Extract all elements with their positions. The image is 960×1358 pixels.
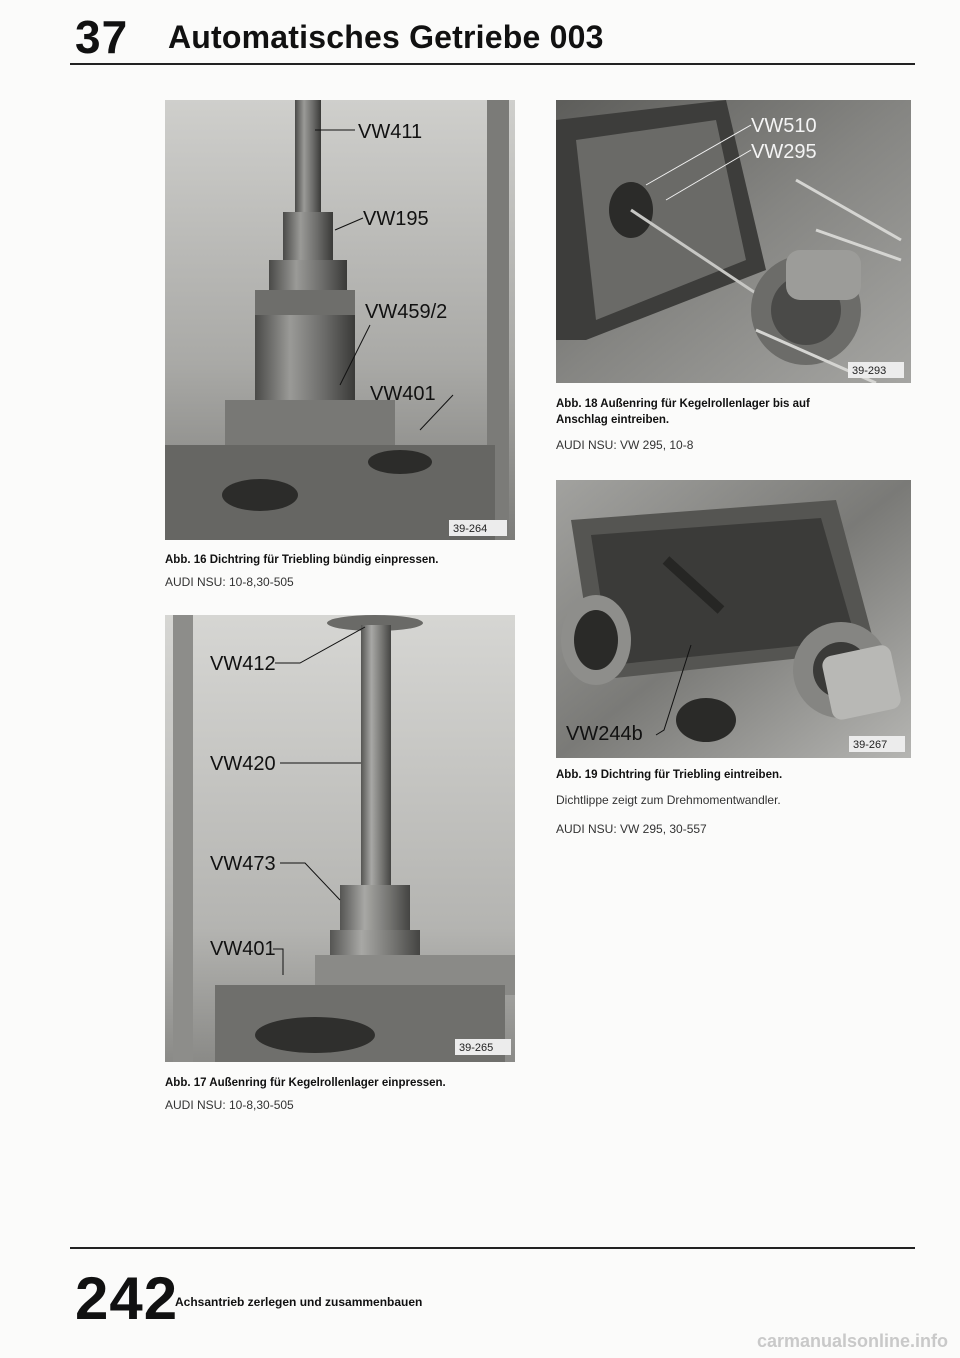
- figure-17-label-vw412: VW412: [210, 653, 276, 675]
- page-number: 242: [75, 1265, 179, 1332]
- figure-17-label-vw473: VW473: [210, 853, 276, 875]
- figure-17-label-vw401: VW401: [210, 938, 276, 960]
- figure-18-ref: 39-293: [852, 365, 887, 377]
- figure-16-photo: [165, 100, 515, 540]
- figure-16-label-vw401: VW401: [370, 383, 436, 405]
- figure-16-label-vw459: VW459/2: [365, 301, 448, 323]
- figure-17-photo: [165, 615, 515, 1062]
- footer-rule: [70, 1247, 915, 1249]
- header-rule: [70, 63, 915, 65]
- figure-19-label-vw244b: VW244b: [566, 723, 643, 745]
- figure-19-note: Dichtlippe zeigt zum Drehmomentwandler.: [556, 793, 781, 807]
- figure-17-tools: AUDI NSU: 10-8,30-505: [165, 1098, 294, 1112]
- figure-16-label-vw411: VW411: [358, 121, 423, 143]
- figure-17-caption: Abb. 17 Außenring für Kegelrollenlager einpressen.: [165, 1077, 446, 1089]
- figure-19-ref: 39-267: [853, 739, 888, 751]
- figure-18-tools: AUDI NSU: VW 295, 10-8: [556, 438, 694, 452]
- chapter-number: 37: [75, 11, 129, 63]
- section-title: Achsantrieb zerlegen und zusammenbauen: [175, 1295, 423, 1309]
- figure-16-caption: Abb. 16 Dichtring für Triebling bündig einpressen.: [165, 554, 439, 566]
- chapter-title: Automatisches Getriebe 003: [168, 19, 604, 55]
- figure-18-caption-line2: Anschlag eintreiben.: [556, 414, 670, 426]
- figure-19-tools: AUDI NSU: VW 295, 30-557: [556, 822, 707, 836]
- figure-19-caption: Abb. 19 Dichtring für Triebling eintreiben.: [556, 769, 783, 781]
- figure-18-label-vw510: VW510: [751, 115, 817, 137]
- figure-19-photo: [556, 480, 911, 758]
- figure-17-ref: 39-265: [459, 1042, 494, 1054]
- watermark: carmanualsonline.info: [756, 1331, 948, 1351]
- figure-16-label-vw195: VW195: [363, 208, 429, 230]
- figure-18-photo: [556, 100, 911, 383]
- figure-18-caption-line1: Abb. 18 Außenring für Kegelrollenlager bis auf: [556, 398, 810, 410]
- figure-16-tools: AUDI NSU: 10-8,30-505: [165, 575, 294, 589]
- figure-16-ref: 39-264: [453, 523, 488, 535]
- figure-18-label-vw295: VW295: [751, 141, 817, 163]
- figure-17-label-vw420: VW420: [210, 753, 276, 775]
